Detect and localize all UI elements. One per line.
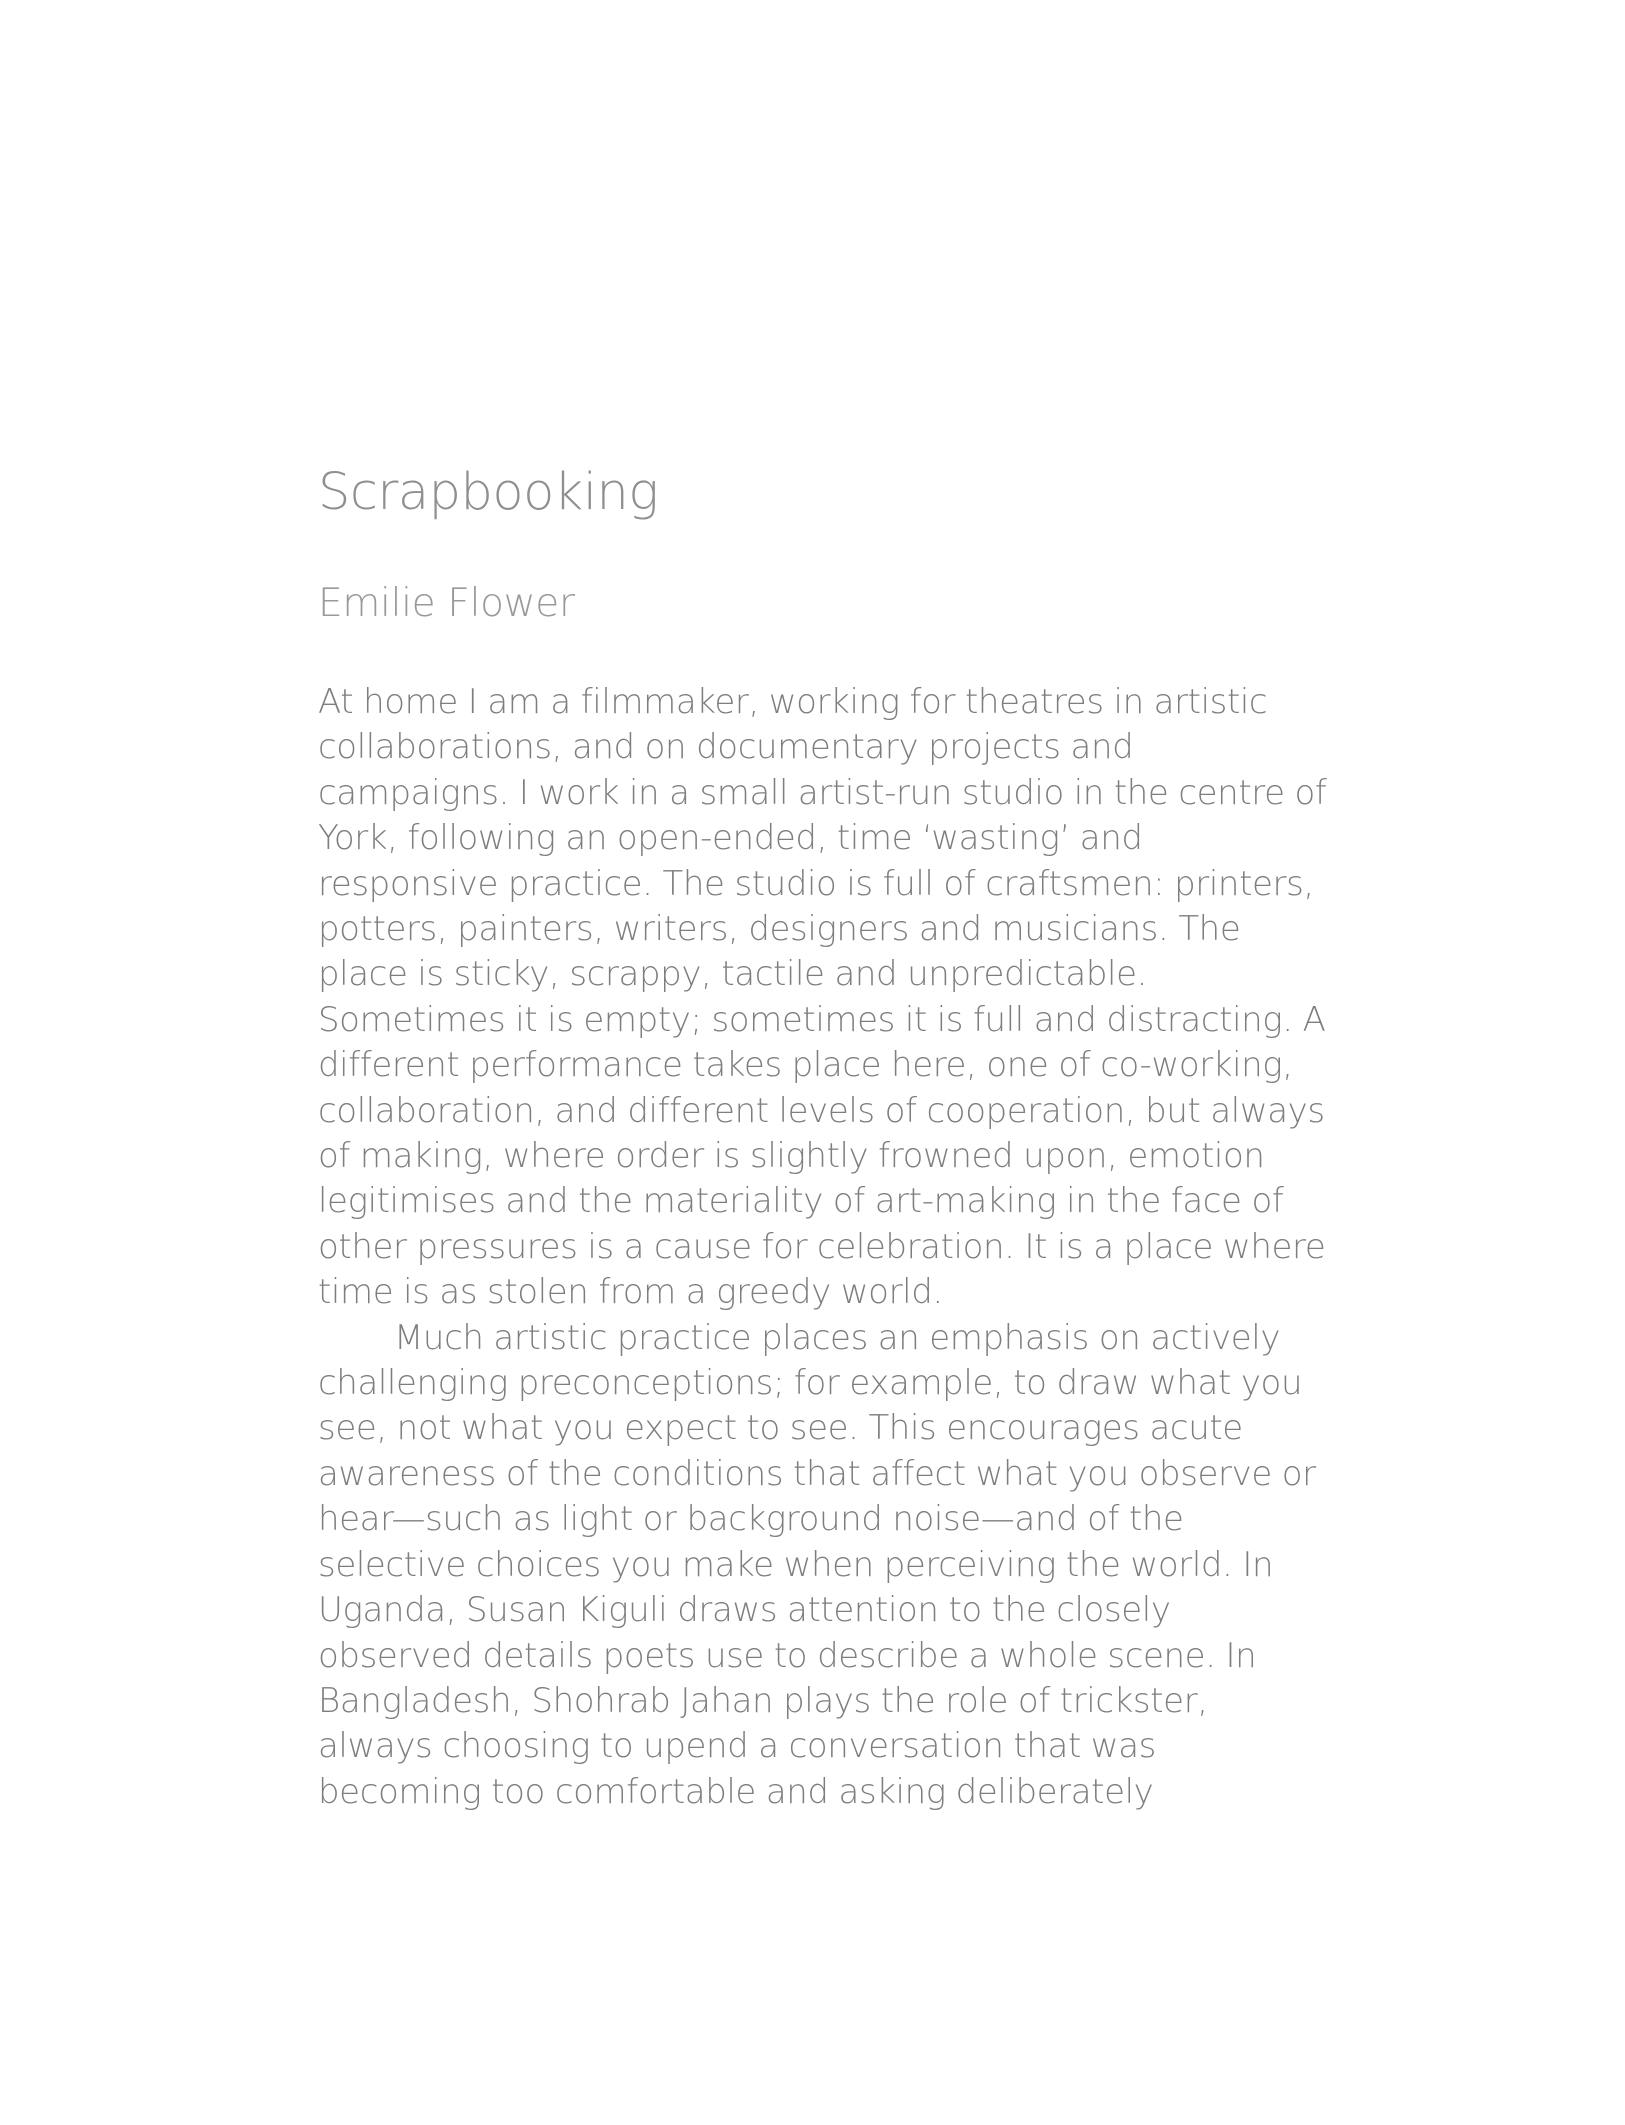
article-author: Emilie Flower	[318, 581, 575, 627]
article	[318, 462, 1328, 1815]
paragraph-2: Much artistic practice places an emphasis on actively challenging preconceptions; for example, to draw what you see, not what you expect to see. This encourages acute awareness of the conditions that affect what you observe or hear—such as light or background noise—and of the selective choices you make when perceiving the world. In Uganda, Susan Kiguli draws attention to the closely observed details poets use to describe a whole scene. In Bangladesh, Shohrab Jahan plays the role of trickster, always choosing to upend a conversation that was becoming too comfortable and asking deliberately	[318, 1317, 1316, 1812]
article-body	[318, 680, 1328, 1815]
paragraph-1: At home I am a filmmaker, working for theatres in artistic collaborations, and on documentary projects and campaigns. I work in a small artist-run studio in the centre of York, following an open-ended, time ‘wasting’ and responsive practice. The studio is full of craftsmen: printers, potters, painters, writers, designers and musicians. The place is sticky, scrappy, tactile and unpredictable. Sometimes it is empty; sometimes it is full and distracting. A different performance takes place here, one of co-working, collaboration, and different levels of cooperation, but always of making, where order is slightly frowned upon, emotion legitimises and the materiality of art-making in the face of other pressures is a cause for celebration. It is a place where time is as stolen from a greedy world.	[318, 681, 1327, 1313]
article-title: Scrapbooking	[318, 463, 659, 522]
